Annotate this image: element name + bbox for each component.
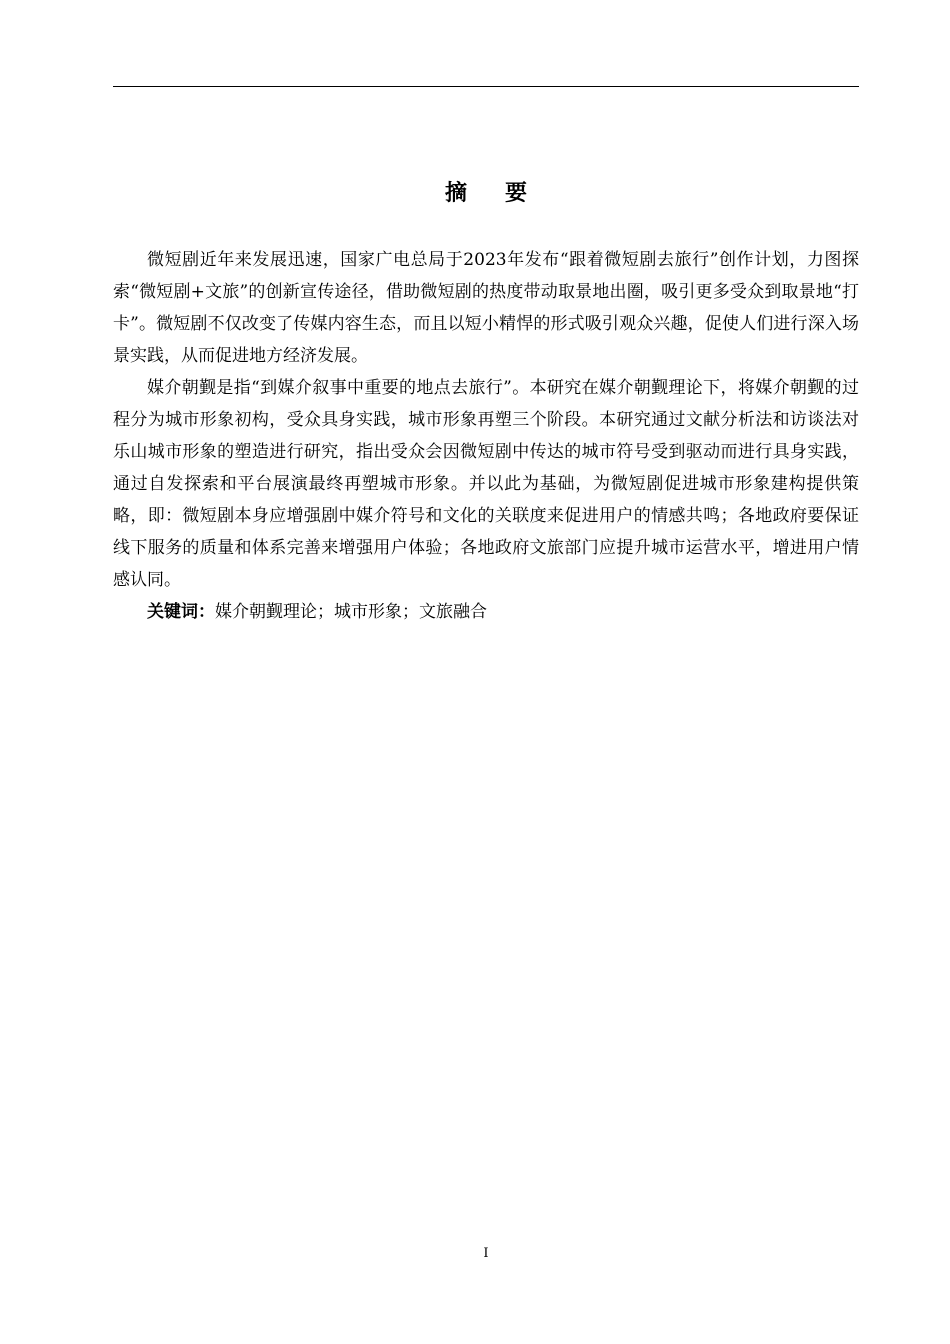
keywords-line — [113, 596, 859, 628]
abstract-paragraph-1: 微短剧近年来发展迅速，国家广电总局于2023年发布“跟着微短剧去旅行”创作计划，力图探索“微短剧+文旅”的创新宣传途径，借助微短剧的热度带动取景地出圈，吸引更多受众到取景地“打卡”。微短剧不仅改变了传媒内容生态，而且以短小精悍的形式吸引观众兴趣，促使人们进行深入场景实践，从而促进地方经济发展。 — [113, 250, 859, 366]
abstract-body — [113, 244, 859, 628]
keywords-label: 关键词： — [147, 602, 215, 622]
abstract-title: 摘要 — [444, 181, 565, 206]
keywords-text: 媒介朝觐理论；城市形象；文旅融合 — [215, 602, 487, 622]
header-rule — [113, 86, 859, 87]
abstract-paragraph-2: 媒介朝觐是指“到媒介叙事中重要的地点去旅行”。本研究在媒介朝觐理论下，将媒介朝觐的过程分为城市形象初构，受众具身实践，城市形象再塑三个阶段。本研究通过文献分析法和访谈法对乐山城市形象的塑造进行研究，指出受众会因微短剧中传达的城市符号受到驱动而进行具身实践，通过自发探索和平台展演最终再塑城市形象。并以此为基础，为微短剧促进城市形象建构提供策略，即：微短剧本身应增强剧中媒介符号和文化的关联度来促进用户的情感共鸣；各地政府要保证线下服务的质量和体系完善来增强用户体验；各地政府文旅部门应提升城市运营水平，增进用户情感认同。 — [113, 378, 859, 590]
page-number: I — [483, 1246, 489, 1261]
